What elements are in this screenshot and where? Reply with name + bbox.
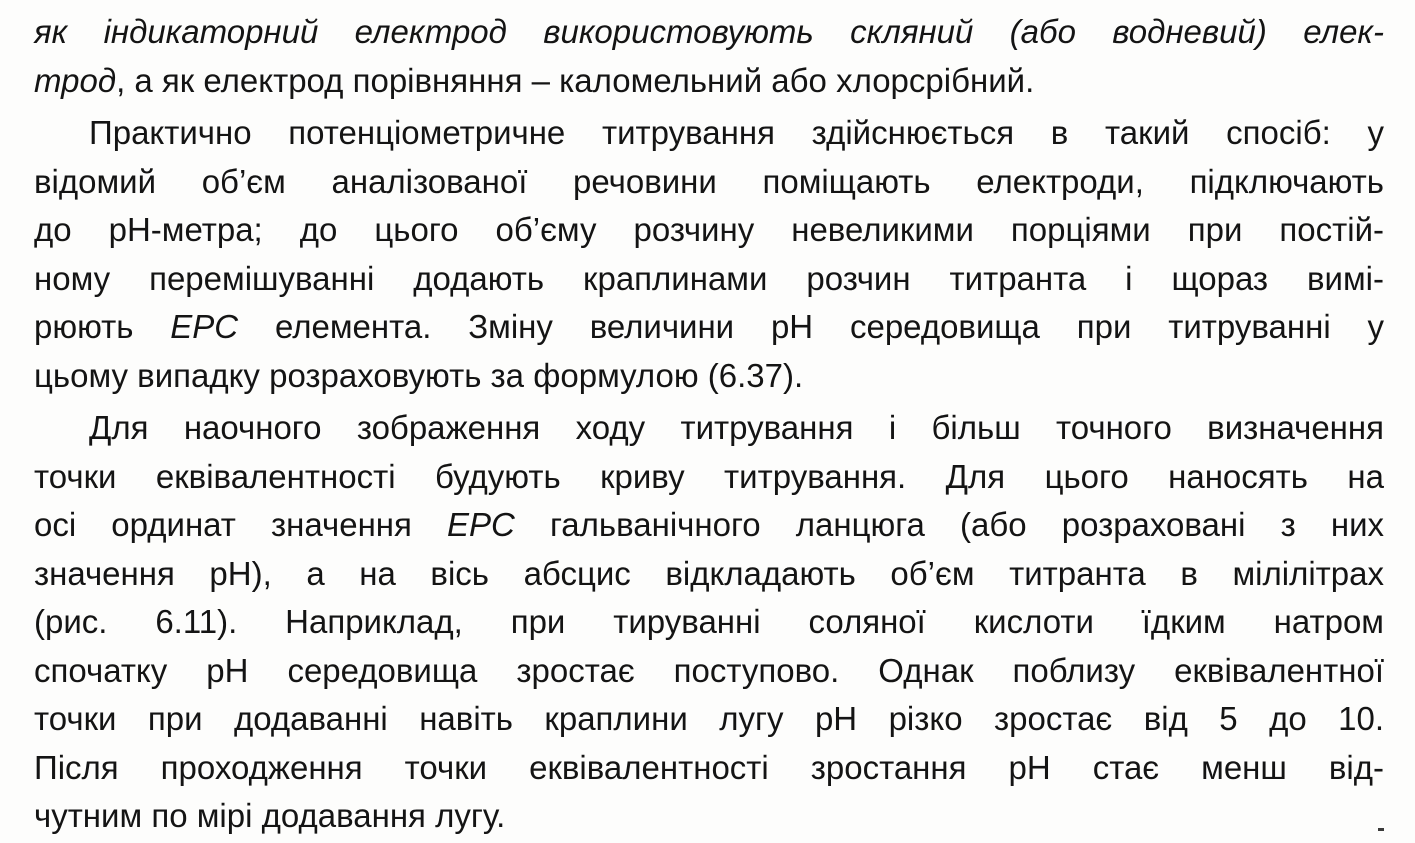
text-run: Для наочного зображення ходу титрування і більш точного визначення (89, 409, 1384, 446)
paragraph (34, 109, 1384, 400)
italic-text: трод (34, 61, 117, 99)
text-run: чутним по мірі додавання лугу. (34, 797, 506, 834)
text-line (34, 303, 1384, 352)
scan-speck (1378, 828, 1384, 831)
text-run: ному перемішуванні додають краплинами розчин титранта і щораз вимі- (34, 259, 1384, 297)
text-line (34, 404, 1384, 453)
text-run: елемента. Зміну величини pH середовища при титруванні у (238, 308, 1385, 345)
text-line (34, 695, 1384, 744)
text-run: точки при додаванні навіть краплини лугу pH різко зростає від 5 до 10. (34, 700, 1384, 737)
text-run: до pH-метра; до цього об’єму розчину невеликими порціями при постій- (34, 211, 1384, 248)
text-run: осі ординат значення (34, 506, 448, 543)
text-run: , а як електрод порівняння – каломельний або хлорсрібний. (116, 61, 1035, 99)
text-line (34, 792, 1384, 841)
text-run: точки еквівалентності будують криву титрування. Для цього наносять на (34, 457, 1384, 495)
text-line (34, 453, 1384, 502)
italic-text: ЕРС (447, 506, 515, 543)
text-line (34, 255, 1384, 304)
text-line (34, 598, 1384, 647)
text-line (34, 744, 1384, 793)
text-run: значення pH), а на вісь абсцис відкладають об’єм титранта в мілілітрах (34, 554, 1384, 592)
text-line (34, 206, 1384, 255)
text-line (34, 57, 1384, 106)
text-line (34, 8, 1384, 57)
text-run: цьому випадку розраховують за формулою (6.37). (34, 356, 804, 394)
italic-text: ЕРС (170, 308, 239, 345)
text-line (34, 158, 1384, 207)
text-run: гальванічного ланцюга (або розраховані з них (514, 506, 1384, 543)
paragraph (34, 8, 1384, 105)
text-line (34, 550, 1384, 599)
text-line (34, 647, 1384, 696)
text-line (34, 501, 1384, 550)
text-run: рюють (34, 308, 171, 345)
text-run: спочатку pH середовища зростає поступово. Однак поблизу еквівалентної (34, 651, 1384, 689)
text-line (34, 352, 1384, 401)
text-run: Практично потенціометричне титрування здійснюється в такий спосіб: у (89, 114, 1384, 151)
text-line (34, 109, 1384, 158)
text-run: (рис. 6.11). Наприклад, при тируванні соляної кислоти їдким натром (34, 603, 1384, 640)
italic-text: як індикаторний електрод використовують скляний (або водневий) елек- (34, 13, 1384, 50)
text-run: відомий об’єм аналізованої речовини поміщають електроди, підключають (34, 162, 1384, 200)
text-run: Після проходження точки еквівалентності зростання pH стає менш від- (34, 748, 1384, 786)
body-text (34, 8, 1384, 841)
paragraph (34, 404, 1384, 841)
